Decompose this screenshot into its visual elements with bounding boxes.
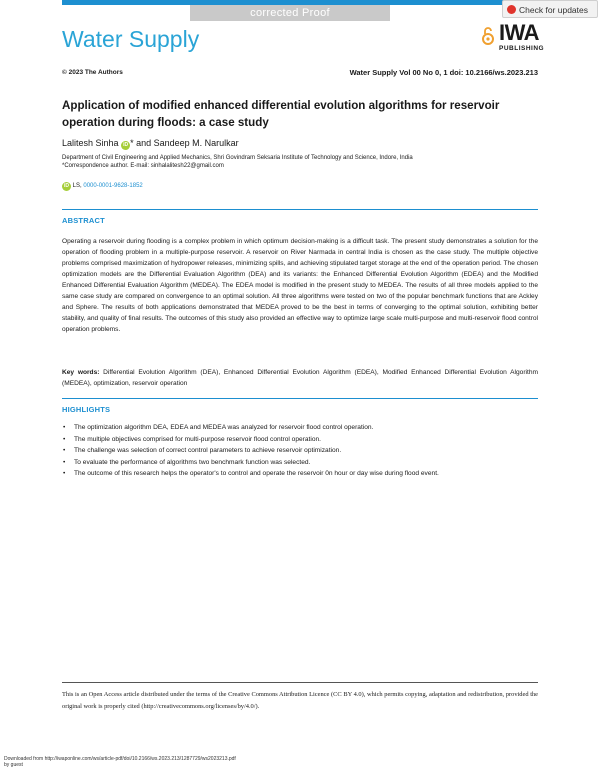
open-access-lock-icon [482, 26, 494, 46]
footer-divider [62, 682, 538, 683]
bullet-icon: • [63, 435, 66, 443]
proof-banner: corrected Proof [190, 5, 390, 21]
download-url[interactable]: Downloaded from http://iwaponline.com/ws/article-pdf/doi/10.2166/ws.2023.213/1287729/ws2023213.pdf [4, 756, 236, 762]
paper-title: Application of modified enhanced differential evolution algorithms for reservoir operation during floods: a case study [62, 99, 500, 129]
highlights-heading: HIGHLIGHTS [62, 405, 111, 414]
author-list [62, 138, 239, 150]
affiliation-text: Department of Civil Engineering and Applied Mechanics, Shri Govindram Seksaria Institute of Technology and Science, Indore, India [62, 155, 413, 161]
orcid-line [62, 182, 143, 191]
section-divider [62, 209, 538, 210]
download-by: by guest [4, 762, 23, 768]
orcid-icon[interactable]: iD [123, 142, 129, 148]
highlight-text: The optimization algorithm DEA, EDEA and MEDEA was analyzed for reservoir flood control operation. [74, 424, 374, 431]
orcid-initials: LS, [72, 183, 82, 189]
publisher-logo-mark: IWA [499, 20, 540, 45]
corresponding-mark: * [130, 138, 134, 148]
bullet-icon: • [63, 470, 66, 478]
highlight-text: The challenge was selection of correct control parameters to achieve reservoir optimization. [74, 447, 342, 455]
keywords [62, 367, 538, 389]
highlight-item [62, 422, 538, 434]
license-note: This is an Open Access article distributed under the terms of the Creative Commons Attribution Licence (CC BY 4.0), which permits copying, adaptation and redistribution, provided the original work is properly cited (http://creativecommons.org/licenses/by/4.0/). [62, 691, 538, 710]
highlight-text: To evaluate the performance of algorithms two benchmark function was selected. [74, 458, 311, 466]
iwa-publishing-logo [499, 22, 561, 58]
section-divider [62, 398, 538, 399]
publisher-name: PUBLISHING [499, 45, 545, 52]
keywords-label: Key words: [62, 369, 100, 376]
download-stamp [4, 756, 236, 768]
highlight-item [62, 457, 538, 469]
author-conjunction: and [133, 138, 154, 148]
bullet-icon: • [63, 447, 66, 455]
bullet-icon: • [63, 458, 66, 466]
highlight-text: The multiple objectives comprised for multi-purpose reservoir flood control operation. [74, 435, 322, 443]
check-for-updates-button[interactable] [502, 0, 598, 18]
highlight-text: The outcome of this research helps the operator's to control and operate the reservoir 0n hour or day wise during flood event. [74, 470, 439, 478]
abstract-body: Operating a reservoir during flooding is a complex problem in which optimum decision-making is a difficult task. The present study demonstrates a solution for the operation of flooding problem in a multiple-purpose reservoir. A reservoir on River Narmada in central India is chosen as the case study. The multiple objective problems comprised maximization of hydropower releases, minimizing spills, and achieving stipulated target storage at the end of the operation period. The chosen optimization models are the Differential Evaluation Algorithm (DEA) and its variants: the Enhanced Differential Evolution Algorithm (EDEA) and the Modified Enhanced Differential Evaluation Algorithm (MEDEA). The EDEA model is modified in the present study to MEDEA. The results of all three models applied to the same case study are compared on convergence to an optimal solution. All three algorithms were tested on two of the popular benchmark functions that are Ackley and Sphere. The results of both applications demonstrated that MEDEA proved to be the best in terms of converging to the optimal solution, exhibiting better stability, and quality of final results. The outcomes of this study also provided an effective way to optimize large scale multi-purpose and multi-reservoir flood control operation problems. [62, 238, 538, 333]
affiliation-block [62, 154, 413, 170]
journal-title: Water Supply [62, 26, 200, 52]
author-name: Sandeep M. Narulkar [153, 138, 239, 148]
abstract-heading: ABSTRACT [62, 216, 105, 225]
check-updates-label: Check for updates [519, 5, 588, 15]
orcid-link[interactable]: 0000-0001-9628-1852 [83, 183, 143, 189]
highlights-list [62, 422, 538, 480]
bullet-icon: • [63, 424, 66, 431]
copyright-line: © 2023 The Authors [62, 69, 123, 76]
author-name: Lalitesh Sinha [62, 138, 119, 148]
keywords-text: Differential Evolution Algorithm (DEA), Enhanced Differential Evolution Algorithm (EDEA), Modified Enhanced Differential Evolution Algorithm (MEDEA), optimization, reservoir operation [62, 369, 539, 387]
highlight-item [62, 434, 538, 446]
highlight-item [62, 445, 538, 457]
citation-line: Water Supply Vol 00 No 0, 1 doi: 10.2166/ws.2023.213 [349, 68, 538, 77]
highlight-item [62, 468, 538, 480]
orcid-icon: iD [64, 183, 69, 189]
correspondence-text: *Correspondence author. E-mail: sinhalalitesh22@gmail.com [62, 163, 224, 169]
crossmark-icon [507, 5, 516, 14]
